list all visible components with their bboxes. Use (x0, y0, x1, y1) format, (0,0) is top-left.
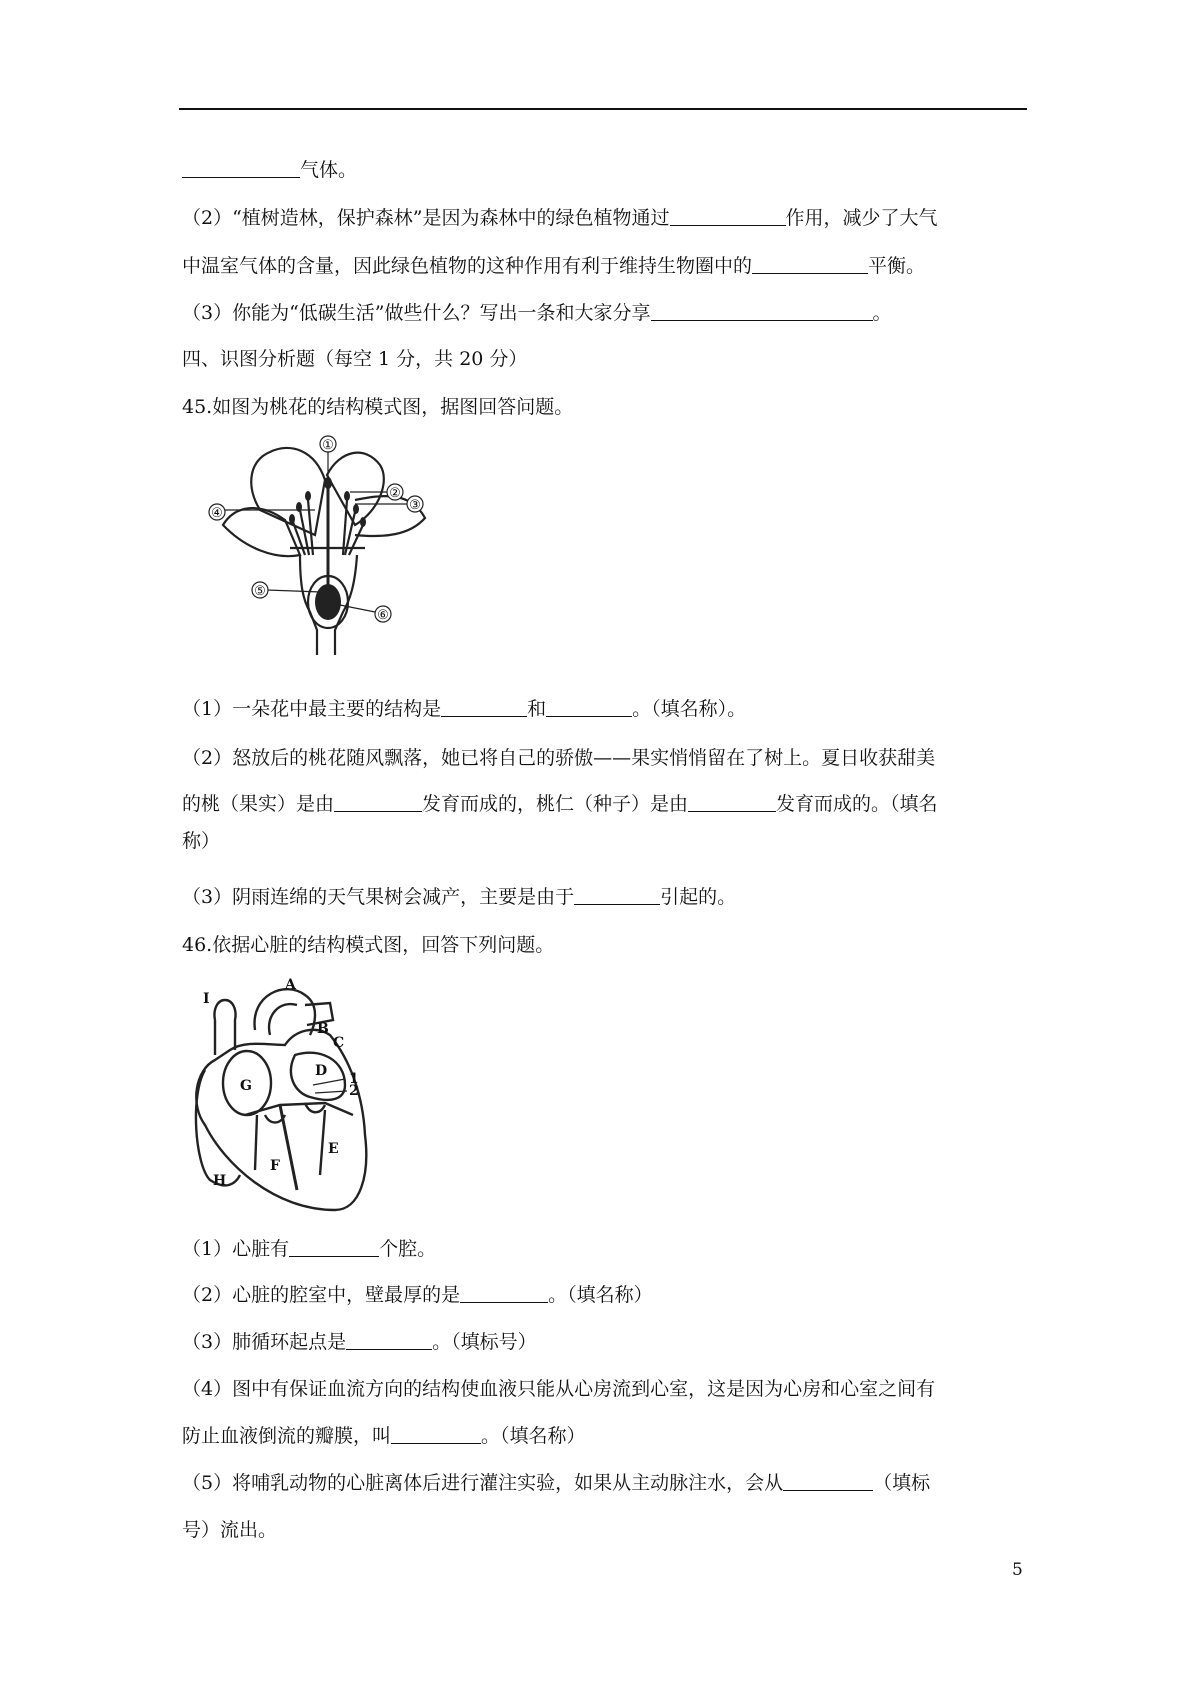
q46-part1: （1）心脏有 个腔。 (182, 1238, 437, 1260)
peach-flower-diagram (205, 430, 455, 660)
answer-blank[interactable] (391, 1425, 481, 1444)
q46-part5-line1: （5）将哺乳动物的心脏离体后进行灌注实验，如果从主动脉注水，会从 （填标 (182, 1472, 931, 1494)
text-line-1: 气体。 (182, 158, 1032, 182)
q45-part3: （3）阴雨连绵的天气果树会减产，主要是由于 引起的。 (182, 886, 737, 908)
flower-label-2: ② (389, 486, 401, 501)
heart-label-e: E (328, 1141, 339, 1157)
q46-part4-line1: （4）图中有保证血流方向的结构使血液只能从心房流到心室，这是因为心房和心室之间有 (182, 1378, 936, 1400)
petal-left-lower-shape (223, 508, 300, 556)
aorta-arch (255, 989, 315, 1035)
q45-part2-line2: 的桃（果实）是由 发育而成的，桃仁（种子）是由 发育而成的。（填名 (182, 793, 938, 815)
answer-blank[interactable] (651, 302, 873, 321)
heart-diagram (185, 975, 395, 1215)
answer-blank[interactable] (670, 207, 786, 226)
petal-left-shape (251, 448, 325, 535)
inferior-vena-cava (196, 1070, 240, 1185)
flower-label-4: ④ (211, 506, 223, 521)
q46-part3: （3）肺循环起点是 。（填标号） (182, 1331, 537, 1353)
heart-label-d: D (315, 1063, 328, 1079)
q46-part5-line2: 号）流出。 (182, 1519, 278, 1541)
section-heading: 四、识图分析题（每空 1 分，共 20 分） (182, 348, 528, 370)
heart-label-h: H (213, 1173, 227, 1189)
heart-label-i: I (203, 991, 210, 1007)
flower-label-3: ③ (409, 498, 421, 513)
q45-part1: （1）一朵花中最主要的结构是 和 。（填名称）。 (182, 698, 747, 720)
text-line-3: 中温室气体的含量，因此绿色植物的这种作用有利于维持生物圈中的 平衡。 (182, 255, 926, 277)
heart-label-1: 1 (349, 1071, 359, 1087)
flower-label-5: ⑤ (254, 584, 266, 599)
q46-part2: （2）心脏的腔室中，壁最厚的是 。（填名称） (182, 1284, 653, 1306)
answer-blank[interactable] (460, 1284, 548, 1303)
heart-label-g: G (240, 1078, 252, 1094)
answer-blank[interactable] (688, 793, 776, 812)
superior-vena-cava (214, 1000, 235, 1050)
text-line-4: （3）你能为“低碳生活”做些什么？写出一条和大家分享 。 (182, 302, 892, 324)
text-line-2: （2）“植树造林，保护森林”是因为森林中的绿色植物通过 作用，减少了大气 (182, 207, 938, 229)
flower-label-1: ① (322, 438, 334, 453)
page-number: 5 (1012, 1560, 1023, 1580)
heart-label-a: A (285, 977, 296, 993)
answer-blank[interactable] (574, 886, 660, 905)
q45-part2-line3: 称） (182, 830, 221, 852)
q46-part4-line2: 防止血液倒流的瓣膜，叫 。（填名称） (182, 1425, 586, 1447)
question-46: 46.依据心脏的结构模式图，回答下列问题。 (182, 934, 555, 956)
answer-blank[interactable] (334, 793, 422, 812)
q45-part2-line1: （2）怒放后的桃花随风飘落，她已将自己的骄傲——果实悄悄留在了树上。夏日收获甜美 (182, 747, 936, 769)
answer-blank[interactable] (752, 255, 868, 274)
answer-blank[interactable] (346, 1331, 432, 1350)
header-rule (179, 108, 1027, 110)
answer-blank[interactable] (783, 1472, 873, 1491)
answer-blank[interactable] (546, 698, 632, 717)
answer-blank[interactable] (441, 698, 527, 717)
flower-label-6: ⑥ (377, 608, 389, 623)
heart-label-b: B (317, 1021, 329, 1037)
question-45: 45.如图为桃花的结构模式图，据图回答问题。 (182, 396, 574, 418)
answer-blank[interactable] (182, 159, 300, 178)
answer-blank[interactable] (289, 1238, 379, 1257)
heart-label-2: 2 (349, 1083, 359, 1099)
heart-label-f: F (270, 1158, 280, 1174)
heart-label-c: C (333, 1035, 345, 1051)
